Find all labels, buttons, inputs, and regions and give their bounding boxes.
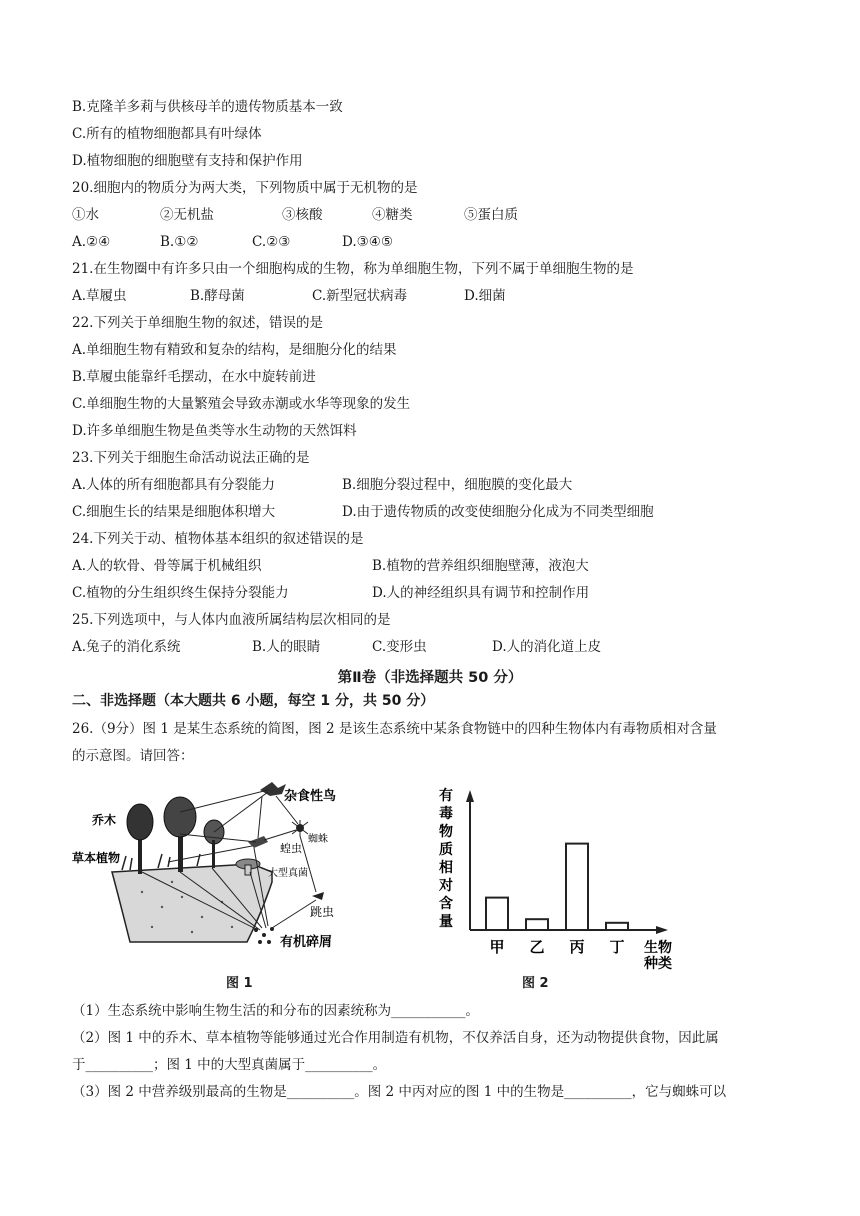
q19-option-c: C.所有的植物细胞都具有叶绿体 xyxy=(72,126,262,142)
label-tree: 乔木 xyxy=(92,813,117,827)
x-tick-label: 乙 xyxy=(529,938,545,956)
y-axis-label-char: 对 xyxy=(439,878,453,894)
y-axis-label-char: 含 xyxy=(439,896,453,912)
label-herb-plant: 草本植物 xyxy=(72,851,121,865)
q20-item: ③核酸 xyxy=(282,207,323,223)
label-large-fungus: 大型真菌 xyxy=(268,868,308,879)
q24-option: B.植物的营养组织细胞壁薄，液泡大 xyxy=(372,558,589,574)
q20-item: ①水 xyxy=(72,207,99,223)
x-tick-label: 甲 xyxy=(489,938,505,956)
y-axis-label-char: 有 xyxy=(439,788,453,804)
q24-option: A.人的软骨、骨等属于机械组织 xyxy=(72,558,262,574)
q25-stem: 25.下列选项中，与人体内血液所属结构层次相同的是 xyxy=(72,612,391,628)
part2-heading: 二、非选择题（本大题共 6 小题，每空 1 分，共 50 分） xyxy=(72,693,435,709)
q20-option: C.②③ xyxy=(252,234,291,250)
q24-option: D.人的神经组织具有调节和控制作用 xyxy=(372,585,590,601)
q20-option: B.①② xyxy=(160,234,199,250)
bar-0 xyxy=(486,898,508,930)
q20-option: D.③④⑤ xyxy=(342,234,393,250)
soil-shape xyxy=(112,864,272,942)
q23-option: A.人体的所有细胞都具有分裂能力 xyxy=(72,477,276,493)
y-axis-label-char: 量 xyxy=(439,914,453,930)
q21-stem: 21.在生物圈中有许多只由一个细胞构成的生物，称为单细胞生物，下列不属于单细胞生物的是 xyxy=(72,261,634,277)
bird-icon xyxy=(260,782,286,796)
q19-option-d: D.植物细胞的细胞壁有支持和保护作用 xyxy=(72,153,303,169)
springtail-icon xyxy=(312,892,324,900)
q25-option: B.人的眼睛 xyxy=(252,639,321,655)
q22-option-d: D.许多单细胞生物是鱼类等水生动物的天然饵料 xyxy=(72,423,357,439)
q21-option: B.酵母菌 xyxy=(190,288,245,304)
spider-icon xyxy=(292,820,308,836)
x-tick-label: 丙 xyxy=(569,938,585,956)
label-spider: 蜘蛛 xyxy=(308,834,328,845)
section-title: 第Ⅱ卷（非选择题共 50 分） xyxy=(337,670,523,686)
q26-sub3: （3）图 2 中营养级别最高的生物是__________。图 2 中丙对应的图 1 中的生物是__________，它与蜘蛛可以 xyxy=(72,1084,727,1100)
y-axis-arrow xyxy=(466,790,474,802)
q21-option: D.细菌 xyxy=(464,288,506,304)
q22-option-a: A.单细胞生物有精致和复杂的结构，是细胞分化的结果 xyxy=(72,342,397,358)
figure2-caption: 图 2 xyxy=(522,976,549,991)
q20-stem: 20.细胞内的物质分为两大类，下列物质中属于无机物的是 xyxy=(72,180,418,196)
q21-option: A.草履虫 xyxy=(72,288,127,304)
q23-option: D.由于遗传物质的改变使细胞分化成为不同类型细胞 xyxy=(342,504,654,520)
x-tick-label: 丁 xyxy=(609,938,625,956)
q23-stem: 23.下列关于细胞生命活动说法正确的是 xyxy=(72,450,310,466)
bar-2 xyxy=(566,844,588,930)
q22-option-b: B.草履虫能靠纤毛摆动，在水中旋转前进 xyxy=(72,369,316,385)
q24-option: C.植物的分生组织终生保持分裂能力 xyxy=(72,585,289,601)
x-axis-label: 生物 xyxy=(644,940,672,956)
q26-stem-line1: 26.（9分）图 1 是某生态系统的简图，图 2 是该生态系统中某条食物链中的四种生物体内有毒物质相对含量 xyxy=(72,721,717,737)
y-axis-label-char: 相 xyxy=(439,860,453,876)
q26-sub1: （1）生态系统中影响生物生活的和分布的因素统称为___________。 xyxy=(72,1003,479,1019)
x-axis-arrow xyxy=(656,926,668,934)
y-axis-label-char: 物 xyxy=(439,824,453,840)
q20-item: ⑤蛋白质 xyxy=(464,207,518,223)
q25-option: C.变形虫 xyxy=(372,639,427,655)
q23-option: C.细胞生长的结果是细胞体积增大 xyxy=(72,504,276,520)
q26-stem-line2: 的示意图。请回答： xyxy=(72,748,194,764)
y-axis-label-char: 毒 xyxy=(439,806,453,822)
q26-sub2-line1: （2）图 1 中的乔木、草本植物等能够通过光合作用制造有机物，不仅养活自身，还为动物提供食物，因此属 xyxy=(72,1030,719,1046)
x-axis-label: 种类 xyxy=(644,956,672,970)
figure1-ecosystem xyxy=(72,772,372,972)
q19-option-b: B.克隆羊多莉与供核母羊的遗传物质基本一致 xyxy=(72,99,343,115)
q22-option-c: C.单细胞生物的大量繁殖会导致赤潮或水华等现象的发生 xyxy=(72,396,411,412)
bar-3 xyxy=(606,923,628,930)
label-organic-debris: 有机碎屑 xyxy=(280,935,333,950)
tree-icon xyxy=(127,797,224,874)
toxin-bar-chart xyxy=(430,780,690,970)
q25-option: A.兔子的消化系统 xyxy=(72,639,181,655)
q20-item: ②无机盐 xyxy=(160,207,214,223)
figure1-drawing xyxy=(72,772,372,972)
bar-1 xyxy=(526,919,548,930)
label-grasshopper: 蝗虫 xyxy=(280,842,302,855)
q20-item: ④糖类 xyxy=(372,207,413,223)
q26-sub2-line2: 于__________；图 1 中的大型真菌属于__________。 xyxy=(72,1057,387,1073)
q23-option: B.细胞分裂过程中，细胞膜的变化最大 xyxy=(342,477,573,493)
q20-option: A.②④ xyxy=(72,234,111,250)
figure1-caption: 图 1 xyxy=(226,976,253,991)
q24-stem: 24.下列关于动、植物体基本组织的叙述错误的是 xyxy=(72,531,364,547)
label-springtail: 跳虫 xyxy=(310,905,335,919)
figure2-chart xyxy=(430,780,690,970)
y-axis-label-char: 质 xyxy=(439,842,453,858)
label-omnivorous-bird: 杂食性鸟 xyxy=(284,789,337,804)
q25-option: D.人的消化道上皮 xyxy=(492,639,602,655)
q22-stem: 22.下列关于单细胞生物的叙述，错误的是 xyxy=(72,315,323,331)
q21-option: C.新型冠状病毒 xyxy=(312,288,408,304)
